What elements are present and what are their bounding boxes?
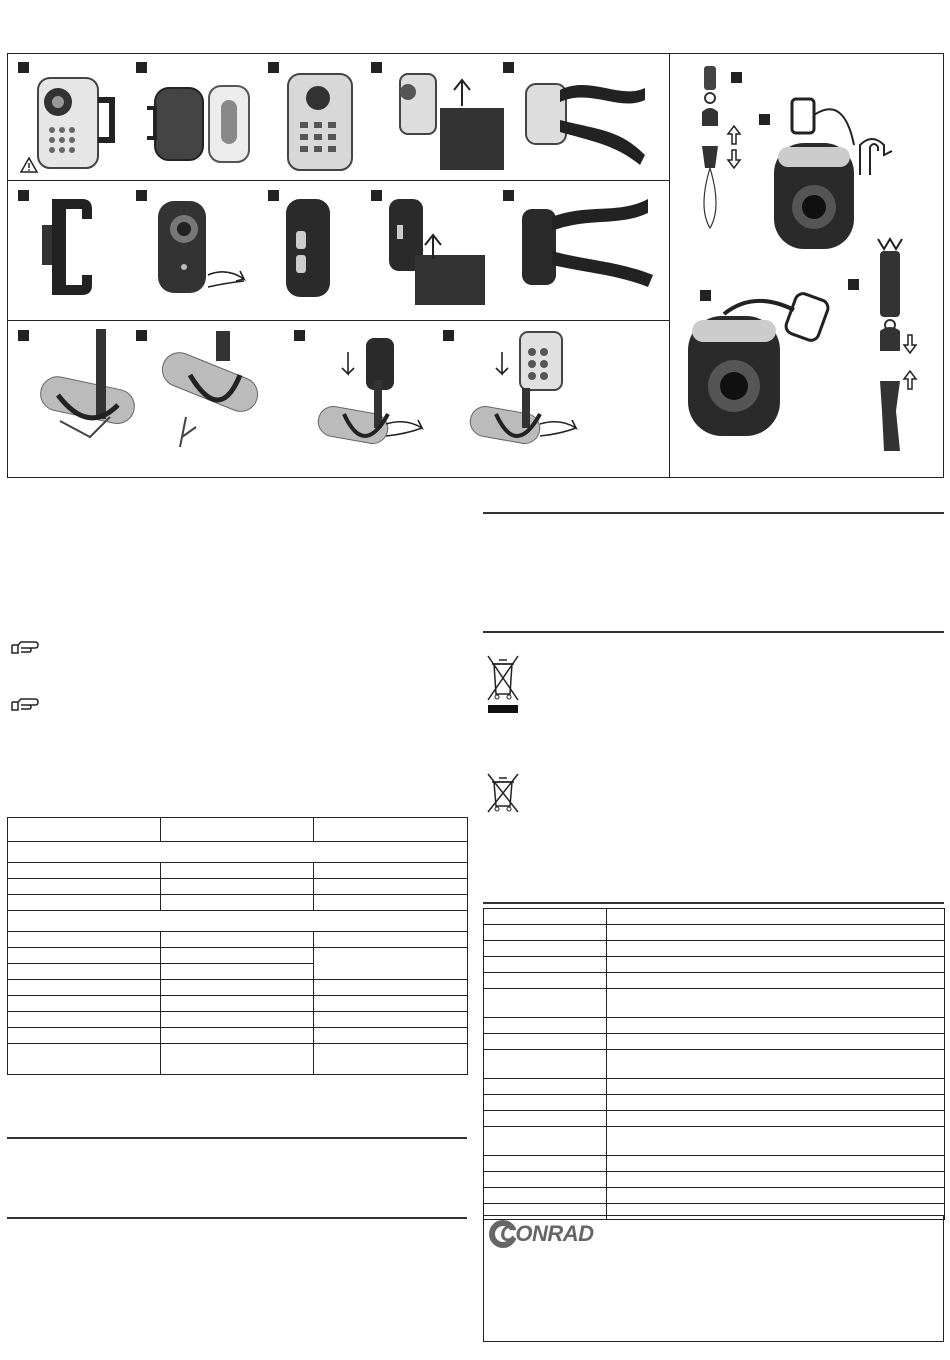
panel-marker xyxy=(848,279,859,290)
table-row xyxy=(8,1028,468,1044)
specs-table-left xyxy=(7,817,468,1075)
panel-marker xyxy=(18,62,29,73)
table-row xyxy=(8,948,468,964)
table-row xyxy=(8,879,468,895)
table-row xyxy=(484,973,945,989)
table-row xyxy=(484,957,945,973)
table-row xyxy=(8,932,468,948)
figure-divider-row2 xyxy=(7,320,670,321)
table-row xyxy=(8,842,468,863)
table-row xyxy=(484,925,945,941)
panel-strap-clip xyxy=(868,235,928,455)
section-rule xyxy=(483,512,944,514)
section-rule xyxy=(7,1137,467,1139)
warning-triangle-icon xyxy=(20,157,38,173)
panel-lanyard xyxy=(692,62,752,242)
panel-marker xyxy=(136,190,147,201)
table-row xyxy=(484,1172,945,1188)
table-row xyxy=(484,1095,945,1111)
table-row xyxy=(8,1044,468,1075)
table-row xyxy=(484,1034,945,1050)
panel-marker xyxy=(268,190,279,201)
table-row xyxy=(484,941,945,957)
table-row xyxy=(484,909,945,925)
panel-4 xyxy=(392,68,502,178)
table-row xyxy=(484,1079,945,1095)
panel-camera-bottom xyxy=(684,290,834,440)
conrad-logo: CONRAD xyxy=(500,1221,594,1246)
panel-marker xyxy=(503,62,514,73)
table-row xyxy=(484,1127,945,1156)
section-rule xyxy=(7,1217,467,1219)
section-rule xyxy=(483,902,944,904)
figure-divider-vertical xyxy=(669,53,670,478)
panel-8 xyxy=(280,195,340,305)
table-row xyxy=(484,1111,945,1127)
panel-marker xyxy=(294,330,305,341)
panel-marker xyxy=(18,190,29,201)
pointing-hand-icon xyxy=(10,697,40,713)
panel-marker xyxy=(371,62,382,73)
panel-6 xyxy=(40,195,100,300)
panel-marker xyxy=(18,330,29,341)
table-row xyxy=(484,1156,945,1172)
panel-7 xyxy=(150,195,250,300)
table-row xyxy=(8,996,468,1012)
table-row xyxy=(8,911,468,932)
table-row xyxy=(484,1018,945,1034)
panel-camera-top xyxy=(770,95,910,255)
table-row xyxy=(8,980,468,996)
figure-divider-row1 xyxy=(7,180,670,181)
table-row xyxy=(8,1012,468,1028)
panel-13 xyxy=(318,330,428,470)
panel-marker xyxy=(371,190,382,201)
panel-14 xyxy=(470,330,580,470)
crossed-bin-icon xyxy=(486,654,520,714)
panel-3 xyxy=(282,70,362,175)
table-row xyxy=(484,1188,945,1204)
panel-marker xyxy=(268,62,279,73)
panel-9 xyxy=(385,195,495,310)
panel-marker xyxy=(443,330,454,341)
crossed-bin-icon xyxy=(486,772,520,814)
panel-11 xyxy=(40,325,135,455)
panel-marker xyxy=(503,190,514,201)
table-row xyxy=(8,818,468,842)
panel-1 xyxy=(30,70,130,180)
table-row xyxy=(8,895,468,911)
table-row xyxy=(484,989,945,1018)
specs-table-right xyxy=(483,908,945,1220)
table-row xyxy=(484,1050,945,1079)
panel-marker xyxy=(136,62,147,73)
panel-12 xyxy=(160,325,260,455)
section-rule xyxy=(483,631,944,633)
panel-10 xyxy=(518,195,663,300)
panel-2 xyxy=(145,78,255,168)
panel-5 xyxy=(520,70,660,170)
table-row xyxy=(8,863,468,879)
pointing-hand-icon xyxy=(10,640,40,656)
panel-marker xyxy=(759,114,770,125)
panel-marker xyxy=(136,330,147,341)
